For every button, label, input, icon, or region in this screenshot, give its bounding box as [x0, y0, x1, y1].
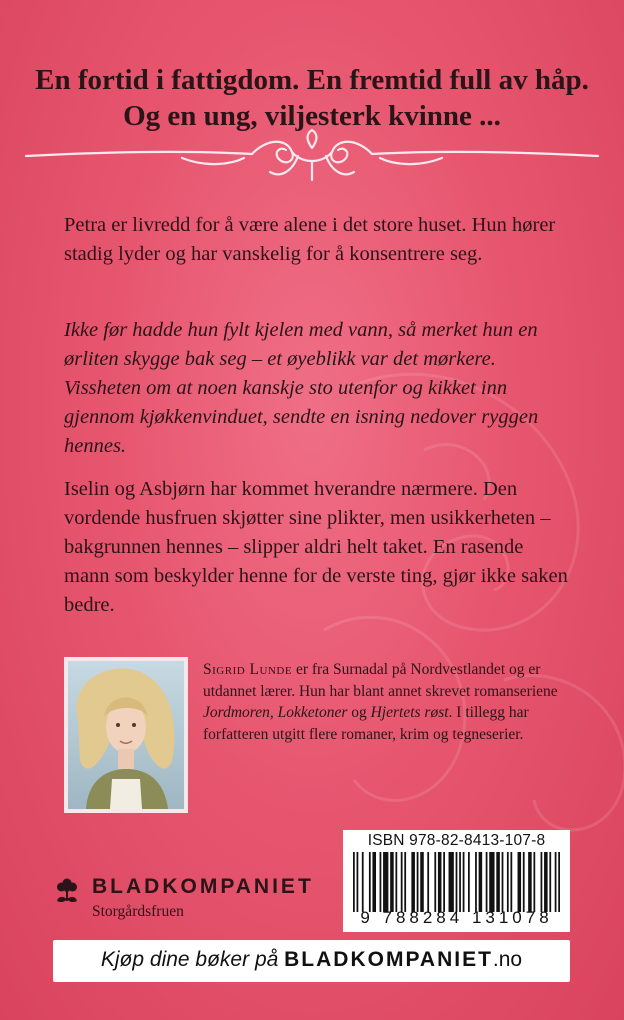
- bio-text-2: . I tillegg har forfatteren utgitt flere romaner, krim og tegneserier.: [203, 704, 529, 743]
- barcode-bar: [528, 852, 532, 912]
- ornamental-divider: [22, 128, 602, 188]
- barcode-bar: [401, 852, 403, 912]
- barcode-bar: [496, 852, 500, 912]
- publisher-name: BLADKOMPANIET: [92, 875, 314, 898]
- barcode-bar: [468, 852, 470, 912]
- barcode-bar: [357, 852, 359, 912]
- barcode-bar: [434, 852, 436, 912]
- ean-digits: 9 788284 131078: [360, 908, 553, 927]
- series-title-jordmoren: Jordmoren: [203, 704, 270, 721]
- barcode-bar: [372, 852, 376, 912]
- flower-logo-icon: [54, 875, 80, 905]
- barcode-bar: [544, 852, 548, 912]
- series-title-hjertets-rost: Hjertets røst: [370, 704, 449, 721]
- barcode-bar: [475, 852, 477, 912]
- barcode-bar: [558, 852, 560, 912]
- buy-banner: [53, 940, 570, 982]
- author-name: Sigrid Lunde: [203, 661, 293, 678]
- barcode-bar: [549, 852, 551, 912]
- barcode-bar: [459, 852, 461, 912]
- barcode-bar: [353, 852, 355, 912]
- blurb-paragraph-2-excerpt: Ikke før hadde hun fylt kjelen med vann, så merket hun en ørliten skygge bak seg – et øyeblikk var det mørkere. Vissheten om at noen kanskje sto utenfor og kikket inn gjennom kjøkkenvinduet, sendte en isning nedover ryggen hennes.: [64, 319, 539, 457]
- barcode-bar: [555, 852, 557, 912]
- barcode-bar: [390, 852, 394, 912]
- buy-banner-brand: BLADKOMPANIET: [284, 948, 493, 971]
- series-name: Storgårdsfruen: [92, 903, 184, 920]
- tagline: [0, 62, 624, 134]
- barcode-bar: [456, 852, 458, 912]
- barcode-bar: [369, 852, 371, 912]
- barcode-bar: [507, 852, 509, 912]
- isbn-label: ISBN 978-82-8413-107-8: [367, 832, 546, 849]
- author-bio: [203, 659, 575, 745]
- barcode-bar: [523, 852, 525, 912]
- barcode-bar: [449, 852, 454, 912]
- barcode-bar: [427, 852, 429, 912]
- barcode-bar: [411, 852, 415, 912]
- series-title-lokketoner: Lokketoner: [277, 704, 348, 721]
- barcode-bar: [383, 852, 388, 912]
- barcode-bar: [420, 852, 424, 912]
- barcode-bar: [380, 852, 382, 912]
- barcode-bar: [404, 852, 406, 912]
- barcode-bar: [438, 852, 442, 912]
- blurb-paragraph-1: Petra er livredd for å være alene i det store huset. Hun hører stadig lyder og har vanskelig for å konsentrere seg.: [64, 214, 556, 265]
- tagline-line-2: Og en ung, viljesterk kvinne ...: [123, 100, 501, 132]
- buy-banner-prefix: Kjøp dine bøker på: [100, 948, 285, 971]
- tagline-line-1: En fortid i fattigdom. En fremtid full av håp.: [35, 64, 589, 96]
- barcode-bar: [489, 852, 494, 912]
- barcode-bar: [541, 852, 543, 912]
- barcode-bars: [351, 852, 562, 912]
- author-photo: [64, 657, 188, 813]
- buy-banner-text: [53, 948, 570, 972]
- barcode-bar: [443, 852, 445, 912]
- bio-separator-1: ,: [269, 704, 278, 721]
- barcode-bar: [395, 852, 397, 912]
- publisher-block: [54, 873, 344, 923]
- barcode-bar: [417, 852, 419, 912]
- isbn-barcode: [343, 830, 570, 932]
- barcode-bar: [510, 852, 512, 912]
- barcode-bar: [479, 852, 483, 912]
- barcode-bar: [463, 852, 465, 912]
- buy-banner-suffix: .no: [492, 948, 523, 971]
- bio-separator-2: og: [347, 704, 371, 721]
- blurb-paragraph-3: Iselin og Asbjørn har kommet hverandre nærmere. Den vordende husfruen skjøtter sine plikter, men usikkerheten – bakgrunnen hennes – slipper aldri helt taket. En rasende mann som beskylder henne for de verste ting, gjør ikke saken bedre.: [64, 478, 568, 616]
- barcode-bar: [518, 852, 522, 912]
- bio-text-1: er fra Surnadal på Nordvestlandet og er utdannet lærer. Hun har blant annet skrevet romanseriene: [203, 661, 558, 700]
- barcode-bar: [533, 852, 535, 912]
- barcode-bar: [362, 852, 364, 912]
- barcode-bar: [502, 852, 504, 912]
- author-portrait-image: [68, 661, 184, 809]
- barcode-bar: [486, 852, 488, 912]
